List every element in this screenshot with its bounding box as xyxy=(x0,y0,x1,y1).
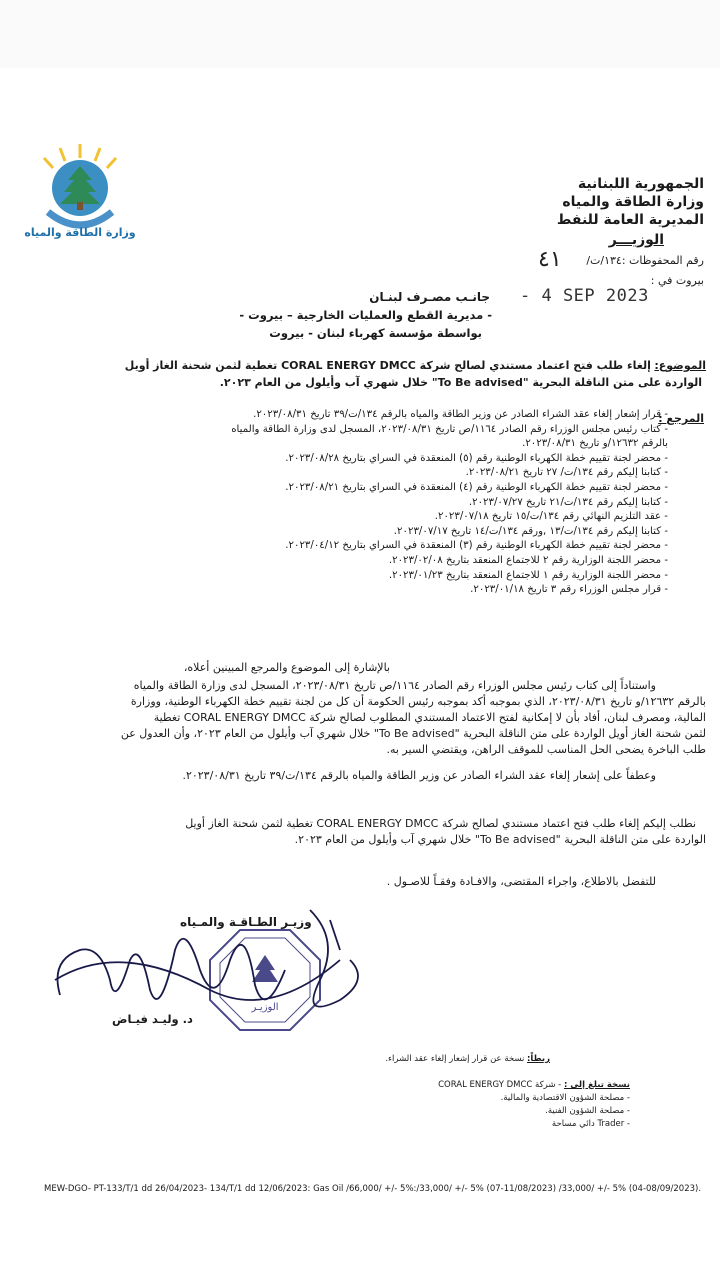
official-seal-icon xyxy=(210,930,320,1030)
cc-label: نسخة تبلغ إلى : xyxy=(563,1080,630,1090)
cc-item: - مصلحة الشؤون الفنية. xyxy=(545,1106,630,1116)
attachment-text: نسخة عن قرار إشعار إلغاء عقد الشراء. xyxy=(385,1054,525,1064)
addressee-line1: جانـب مصـرف لبنـان xyxy=(369,290,490,304)
seal-label: الوزيـر xyxy=(251,1002,279,1013)
reference-item: بالرقم ١٢٦٣٢/و تاريخ ٢٠٢٣/٠٨/٣١. xyxy=(522,438,668,450)
body-paragraph-4 xyxy=(16,816,706,848)
reference-item: - قرار مجلس الوزراء رقم ٣ تاريخ ٢٠٢٣/٠١/١٨. xyxy=(470,584,668,596)
body-paragraph-2 xyxy=(16,678,706,758)
signature-and-seal xyxy=(40,900,380,1040)
reference-item: - محضر اللجنة الوزارية رقم ٢ للاجتماع المنعقد بتاريخ ٢٠٢٣/٠٢/٠٨. xyxy=(388,554,668,566)
cc-item: - شركة CORAL ENERGY DMCC xyxy=(438,1080,562,1090)
document-footer-reference: MEW-DGO- PT-133/T/1 dd 26/04/2023- 134/T/1 dd 12/06/2023: Gas Oil /66,000/ +/- 5%:/33,000/ +/- 5% (07-11/08/2023) /33,000/ +/- 5% (04-08/09/2023). xyxy=(44,1184,702,1194)
references-label: المرجع : xyxy=(658,412,704,425)
signatory-name: د. وليـد فيـاض xyxy=(112,1012,193,1026)
viewer-top-bar xyxy=(0,0,720,68)
reference-item: - محضر لجنة تقييم خطة الكهرباء الوطنية رقم (٤) المنعقدة في السراي بتاريخ ٢٠٢٣/٠٨/٢١. xyxy=(285,481,668,493)
cc-item: - مصلحة الشؤون الاقتصادية والمالية. xyxy=(500,1093,630,1103)
subject-line2: الواردة على متن الناقلة البحرية "To Be advised" خلال شهري آب وأيلول من العام ٢٠٢٣. xyxy=(219,376,702,389)
subject-label: الموضوع: xyxy=(654,359,706,372)
reference-item: - محضر لجنة تقييم خطة الكهرباء الوطنية رقم (٣) المنعقدة في السراي بتاريخ ٢٠٢٣/٠٤/١٢. xyxy=(285,540,668,552)
republic-name: الجمهورية اللبنانية xyxy=(577,176,704,192)
handwritten-ref-number: ٤١ xyxy=(538,247,562,272)
cc-first-line xyxy=(438,1080,630,1090)
body-line: لثمن شحنة الغاز أويل الواردة على متن الناقلة البحرية "To Be advised" خلال شهري آب وأيلول من العام ٢٠٢٣، وأن العدول عن xyxy=(120,727,706,740)
logo-caption: وزارة الطاقة والمياه xyxy=(24,226,136,239)
reference-item: - كتابنا إليكم رقم ١٣٤/ت/١٣ ,ورقم ١٣٤/ت/١٤ تاريخ ٢٠٢٣/٠٧/١٧. xyxy=(393,525,668,537)
body-line: طلب الباخرة يضحى الحل المناسب للموقف الراهن، ويقتضي السير به. xyxy=(386,743,706,756)
references-list xyxy=(48,408,668,598)
body-line: نطلب إليكم إلغاء طلب فتح اعتماد مستندي لصالح شركة CORAL ENERGY DMCC تغطية لثمن شحنة الغاز أويل xyxy=(185,817,696,830)
subject-line1: إلغاء طلب فتح اعتماد مستندي لصالح شركة CORAL ENERGY DMCC تغطية لثمن شحنة الغاز أويل xyxy=(124,359,651,372)
body-line: الواردة على متن الناقلة البحرية "To Be advised" خلال شهري آب وأيلول من العام ٢٠٢٣. xyxy=(294,833,706,846)
reference-item: - كتابنا إليكم رقم ١٣٤/ت/ ٢٧ تاريخ ٢٠٢٣/٠٨/٢١. xyxy=(465,467,668,479)
body-line: المالية، ومصرف لبنان، أفاد بأن لا إمكانية لفتح الاعتماد المستندي المطلوب لصالح شركة CORAL ENERGY DMCC تغطية xyxy=(153,711,706,724)
minister-label: الوزيـــر xyxy=(608,232,664,248)
ministry-name: وزارة الطاقة والمياه xyxy=(562,194,704,210)
body-intro: بالإشارة إلى الموضوع والمرجع المبينين أعلاه، xyxy=(183,661,390,674)
ministry-logo xyxy=(20,140,140,240)
attachment-label: ربطاً: xyxy=(527,1054,550,1064)
directorate-name: المديرية العامة للنفط xyxy=(556,212,704,228)
reference-item: - قرار إشعار إلغاء عقد الشراء الصادر عن وزير الطاقة والمياه بالرقم ١٣٤/ت/٣٩ تاريخ ٢٠٢٣/٠٨/٣١. xyxy=(253,409,668,420)
body-paragraph-3: وعطفاً على إشعار إلغاء عقد الشراء الصادر عن وزير الطاقة والمياه بالرقم ١٣٤/ت/٣٩ تاريخ ٢٠٢٣/٠٨/٣١. xyxy=(182,769,656,782)
addressee-line3: بواسطة مؤسسة كهرباء لبنان - بيروت xyxy=(269,326,482,340)
reference-item: - محضر اللجنة الوزارية رقم ١ للاجتماع المنعقد بتاريخ ٢٠٢٣/٠١/٢٣. xyxy=(388,569,668,581)
cc-item: - Trader دائي مساحة xyxy=(551,1119,630,1129)
subject-block xyxy=(46,357,706,391)
date-stamp: - 4 SEP 2023 xyxy=(520,286,649,306)
reference-item: - كتابنا إليكم رقم ١٣٤/ت/٢١ تاريخ ٢٠٢٣/٠٧/٢٧. xyxy=(468,496,668,508)
closing-line: للتفضل بالاطلاع، واجراء المقتضى، والافـادة وفقـاً للاصـول . xyxy=(386,875,656,888)
body-line: بالرقم ١٢٦٣٢/و تاريخ ٢٠٢٣/٠٨/٣١، الذي بموجبه أكد بموجبه رئيس الحكومة أن كل من لجنة تقييم خطة الكهرباء الوطنية، ووزارة xyxy=(130,695,706,708)
addressee-line2: - مديرية القطع والعمليات الخارجية – بيروت - xyxy=(239,308,492,322)
handwritten-signature xyxy=(55,910,358,1007)
place-date-label: بيروت في : xyxy=(650,274,704,287)
attachment-line xyxy=(385,1054,550,1064)
signatory-title: وزيـر الطـاقـة والمـياه xyxy=(180,915,312,929)
reference-item: - كتاب رئيس مجلس الوزراء رقم الصادر ١١٦٤/ص تاريخ ٢٠٢٣/٠٨/٣١، المسجل لدى وزارة الطاقة والمياه xyxy=(231,423,668,435)
reference-item: - عقد التلزيم النهائي رقم ١٣٤/ت/١٥ تاريخ ٢٠٢٣/٠٧/١٨. xyxy=(434,511,668,523)
body-line: واستناداً إلى كتاب رئيس مجلس الوزراء رقم الصادر ١١٦٤/ص تاريخ ٢٠٢٣/٠٨/٣١، المسجل لدى وزارة الطاقة والمياه xyxy=(133,679,656,692)
reference-item: - محضر لجنة تقييم خطة الكهرباء الوطنية رقم (٥) المنعقدة في السراي بتاريخ ٢٠٢٣/٠٨/٢٨. xyxy=(285,452,668,464)
archive-number: رقم المحفوظات :١٣٤/ت/ xyxy=(586,254,704,267)
